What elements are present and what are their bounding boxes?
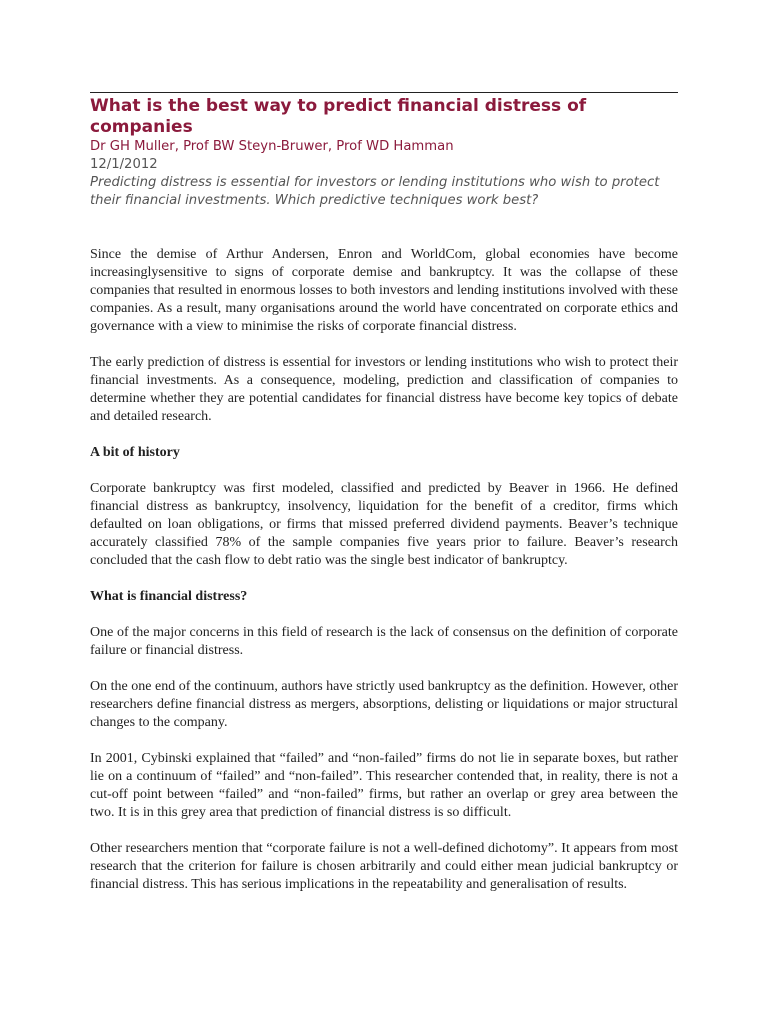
section-heading: A bit of history — [90, 445, 180, 460]
paragraph: Other researchers mention that “corporate failure is not a well-defined dichotomy”. It appears from most research that the criterion for failure is chosen arbitrarily and could either mean judicial bankruptcy or financial distress. This has serious implications in the repeatability and generalisation of results. — [90, 841, 678, 892]
document-page — [90, 92, 678, 912]
paragraph: Corporate bankruptcy was first modeled, classified and predicted by Beaver in 1966. He defined financial distress as bankruptcy, insolvency, liquidation for the benefit of a creditor, firms which defaulted on loan obligations, or firms that missed preferred dividend payments. Beaver’s technique accurately classified 78% of the sample companies five years prior to failure. Beaver’s research concluded that the cash flow to debt ratio was the single best indicator of bankruptcy. — [90, 481, 678, 568]
article-body — [90, 246, 678, 894]
paragraph: Since the demise of Arthur Andersen, Enron and WorldCom, global economies have become increasinglysensitive to signs of corporate demise and bankruptcy. It was the collapse of these companies that resulted in enormous losses to both investors and lending institutions involved with these companies. As a result, many organisations around the world have concentrated on corporate ethics and governance with a view to minimise the risks of corporate financial distress. — [90, 247, 678, 334]
top-divider — [90, 92, 678, 93]
article-date: 12/1/2012 — [90, 157, 158, 172]
paragraph: On the one end of the continuum, authors have strictly used bankruptcy as the definition. However, other researchers define financial distress as mergers, absorptions, delisting or liquidations or major structural changes to the company. — [90, 679, 678, 730]
article-lede: Predicting distress is essential for investors or lending institutions who wish to protect their financial investments. Which predictive techniques work best? — [90, 175, 660, 208]
paragraph: The early prediction of distress is essential for investors or lending institutions who wish to protect their financial investments. As a consequence, modeling, prediction and classification of companies to determine whether they are potential candidates for financial distress have become key topics of debate and detailed research. — [90, 355, 678, 424]
paragraph: In 2001, Cybinski explained that “failed” and “non-failed” firms do not lie in separate boxes, but rather lie on a continuum of “failed” and “non-failed”. This researcher contended that, in reality, there is not a cut-off point between “failed” and “non-failed” firms, but rather an overlap or grey area between the two. It is in this grey area that prediction of financial distress is so difficult. — [90, 751, 678, 820]
article-authors: Dr GH Muller, Prof BW Steyn-Bruwer, Prof WD Hamman — [90, 139, 454, 154]
paragraph: One of the major concerns in this field of research is the lack of consensus on the definition of corporate failure or financial distress. — [90, 625, 678, 658]
article-title: What is the best way to predict financial distress of companies — [90, 96, 587, 137]
section-heading: What is financial distress? — [90, 589, 248, 604]
